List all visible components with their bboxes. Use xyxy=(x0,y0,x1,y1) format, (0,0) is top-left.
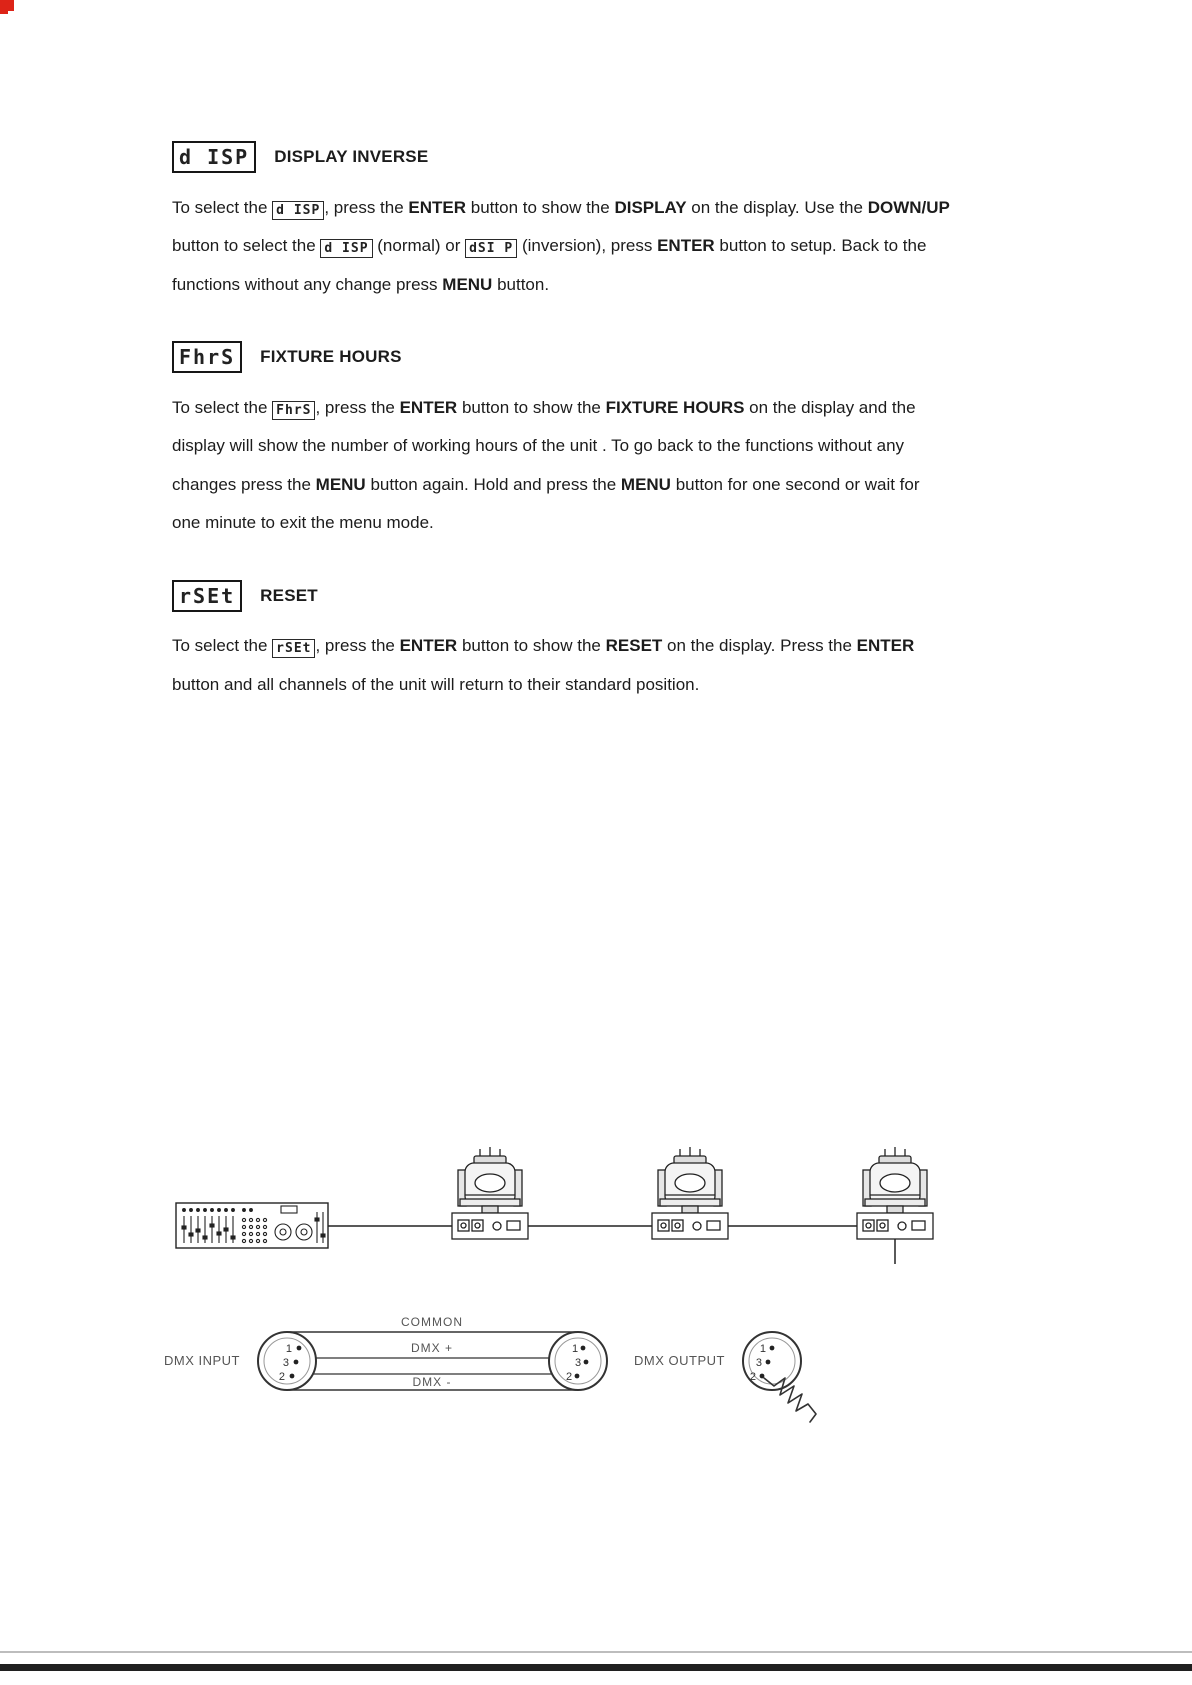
segment-display-code: rSEt xyxy=(172,580,242,612)
pin-1-label: 1 xyxy=(285,1343,292,1355)
pin-2-dot xyxy=(575,1374,580,1379)
dmx-input-label: DMX INPUT xyxy=(164,1353,240,1368)
pin-3-dot xyxy=(766,1360,771,1365)
dmx-wiring-diagram xyxy=(164,1315,816,1422)
moving-head-fixture-3 xyxy=(857,1147,933,1239)
segment-display-code: d ISP xyxy=(172,141,256,173)
footer-divider-thin xyxy=(0,1651,1192,1653)
section-paragraph: To select the FhrS , press the ENTER button to show the FIXTURE HOURS on the display and the display will show the number of working hours of the unit . To go back to the functions without any changes press the MENU button again. Hold and press the MENU button for one second or wait for one minute to exit the menu mode. xyxy=(172,397,920,532)
dmx-minus-label: DMX - xyxy=(412,1375,452,1389)
pin-1-dot xyxy=(297,1346,302,1351)
pin-1-label: 1 xyxy=(759,1343,766,1355)
section-paragraph: To select the rSEt , press the ENTER button to show the RESET on the display. Press the ENTER button and all channels of the unit will return to their standard position. xyxy=(172,636,915,694)
xlr-cable-end-connector xyxy=(549,1332,607,1390)
dmx-controller xyxy=(176,1203,328,1248)
pin-3-label: 3 xyxy=(575,1357,582,1369)
common-wire-label: COMMON xyxy=(401,1315,463,1329)
dmx-chain-diagram xyxy=(176,1147,933,1264)
section-paragraph: To select the d ISP , press the ENTER button to show the DISPLAY on the display. Use the DOWN/UP button to select the d ISP (normal) or dSI P (inversion), press ENTER button to setup. Back to the functions without any change press MENU button. xyxy=(172,197,950,294)
moving-head-fixture-1 xyxy=(452,1147,528,1239)
segment-display-inline: d ISP xyxy=(272,201,324,220)
footer-divider-thick xyxy=(0,1664,1192,1671)
section-heading: RESET xyxy=(260,585,318,605)
pin-2-label: 2 xyxy=(278,1371,285,1383)
pin-3-label: 3 xyxy=(282,1357,289,1369)
pin-1-label: 1 xyxy=(572,1343,579,1355)
xlr-terminator-connector xyxy=(743,1332,816,1422)
pin-2-label: 2 xyxy=(749,1371,756,1383)
pin-3-label: 3 xyxy=(755,1357,762,1369)
xlr-input-connector xyxy=(258,1332,316,1390)
pin-1-dot xyxy=(581,1346,586,1351)
section-heading: FIXTURE HOURS xyxy=(260,347,402,366)
pin-2-dot xyxy=(290,1374,295,1379)
pin-3-dot xyxy=(294,1360,299,1365)
pin-3-dot xyxy=(584,1360,589,1365)
moving-head-fixture-2 xyxy=(652,1147,728,1239)
segment-display-inline: FhrS xyxy=(272,401,315,420)
segment-display-inline: dSI P xyxy=(465,239,517,258)
segment-display-code: FhrS xyxy=(172,341,242,373)
segment-display-inline: rSEt xyxy=(272,639,315,658)
pin-1-dot xyxy=(770,1346,775,1351)
pin-2-label: 2 xyxy=(566,1371,573,1383)
dmx-output-label: DMX OUTPUT xyxy=(634,1353,725,1368)
dmx-cables xyxy=(328,1226,895,1264)
section-heading: DISPLAY INVERSE xyxy=(274,147,429,166)
segment-display-inline: d ISP xyxy=(320,239,372,258)
dmx-plus-label: DMX + xyxy=(410,1341,454,1355)
